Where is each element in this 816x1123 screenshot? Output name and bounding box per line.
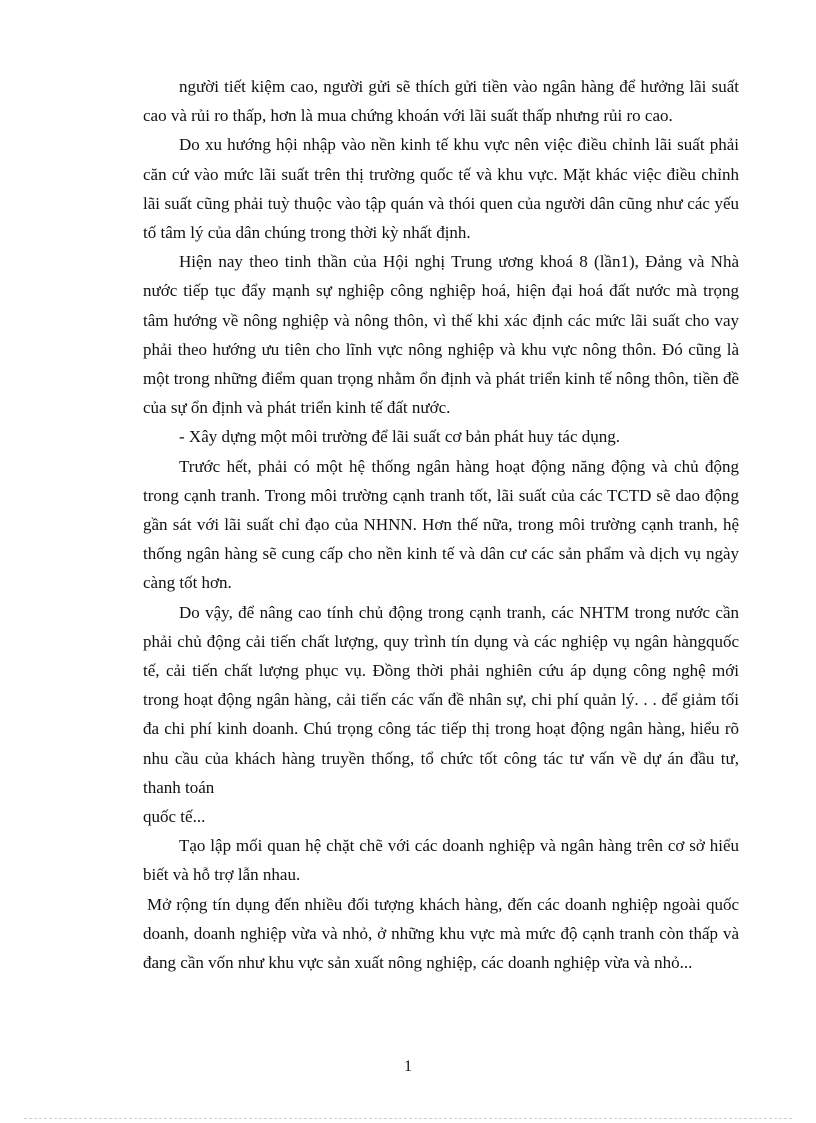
page-number: 1 [404,1058,412,1075]
paragraph-relationships: Tạo lập mối quan hệ chặt chẽ với các doanh nghiệp và ngân hàng trên cơ sở hiểu biết và hỗ trợ lẫn nhau. [143,836,739,885]
paragraph-international: quốc tế... [143,807,206,827]
page-divider [24,1118,792,1119]
body-text [143,72,739,977]
paragraph-competitiveness: Do vậy, để nâng cao tính chủ động trong cạnh tranh, các NHTM trong nước cần phải chủ động cải tiến chất lượng, quy trình tín dụng và các nghiệp vụ ngân hàngquốc tế, cải tiến chất lượng phục vụ. Đồng thời phải nghiên cứu áp dụng công nghệ mới trong hoạt động ngân hàng, cải tiến các vấn đề nhân sự, chi phí quản lý. . . để giảm tối đa chi phí kinh doanh. Chú trọng công tác tiếp thị trong hoạt động ngân hàng, hiểu rõ nhu cầu của khách hàng truyền thống, tổ chức tốt công tác tư vấn về dự án đầu tư, thanh toán [143,602,739,797]
paragraph-integration-trend: Do xu hướng hội nhập vào nền kinh tế khu vực nên việc điều chỉnh lãi suất phải căn cứ vào mức lãi suất trên thị trường quốc tế và khu vực. Mặt khác việc điều chỉnh lãi suất cũng phải tuỳ thuộc vào tập quán và thói quen của người dân cũng như các yếu tố tâm lý của dân chúng trong thời kỳ nhất định. [143,135,739,243]
paragraph-build-environment: - Xây dựng một môi trường để lãi suất cơ bản phát huy tác dụng. [179,427,621,447]
paragraph-savings: người tiết kiệm cao, người gửi sẽ thích gửi tiền vào ngân hàng để hưởng lãi suất cao và rủi ro thấp, hơn là mua chứng khoán với lãi suất thấp nhưng rủi ro cao. [143,77,739,126]
paragraph-banking-system: Trước hết, phải có một hệ thống ngân hàng hoạt động năng động và chủ động trong cạnh tranh. Trong môi trường cạnh tranh tốt, lãi suất của các TCTD sẽ dao động gần sát với lãi suất chỉ đạo của NHNN. Hơn thế nữa, trong môi trường cạnh tranh, hệ thống ngân hàng sẽ cung cấp cho nền kinh tế và dân cư các sản phẩm và dịch vụ ngày càng tốt hơn. [143,456,739,593]
paragraph-credit-expansion: Mở rộng tín dụng đến nhiều đối tượng khách hàng, đến các doanh nghiệp ngoài quốc doanh, doanh nghiệp vừa và nhỏ, ở những khu vực mà mức độ cạnh tranh còn thấp và đang cần vốn như khu vực sản xuất nông nghiệp, các doanh nghiệp vừa và nhỏ... [143,894,739,973]
paragraph-central-committee: Hiện nay theo tinh thần của Hội nghị Trung ương khoá 8 (lần1), Đảng và Nhà nước tiếp tục đẩy mạnh sự nghiệp công nghiệp hoá, hiện đại hoá đất nước mà trọng tâm hướng về nông nghiệp và nông thôn, vì thế khi xác định các mức lãi suất cho vay phải theo hướng ưu tiên cho lĩnh vực nông nghiệp và khu vực nông thôn. Đó cũng là một trong những điểm quan trọng nhằm ổn định và phát triển kinh tế nông thôn, tiền đề của sự ổn định và phát triển kinh tế đất nước. [143,252,739,418]
